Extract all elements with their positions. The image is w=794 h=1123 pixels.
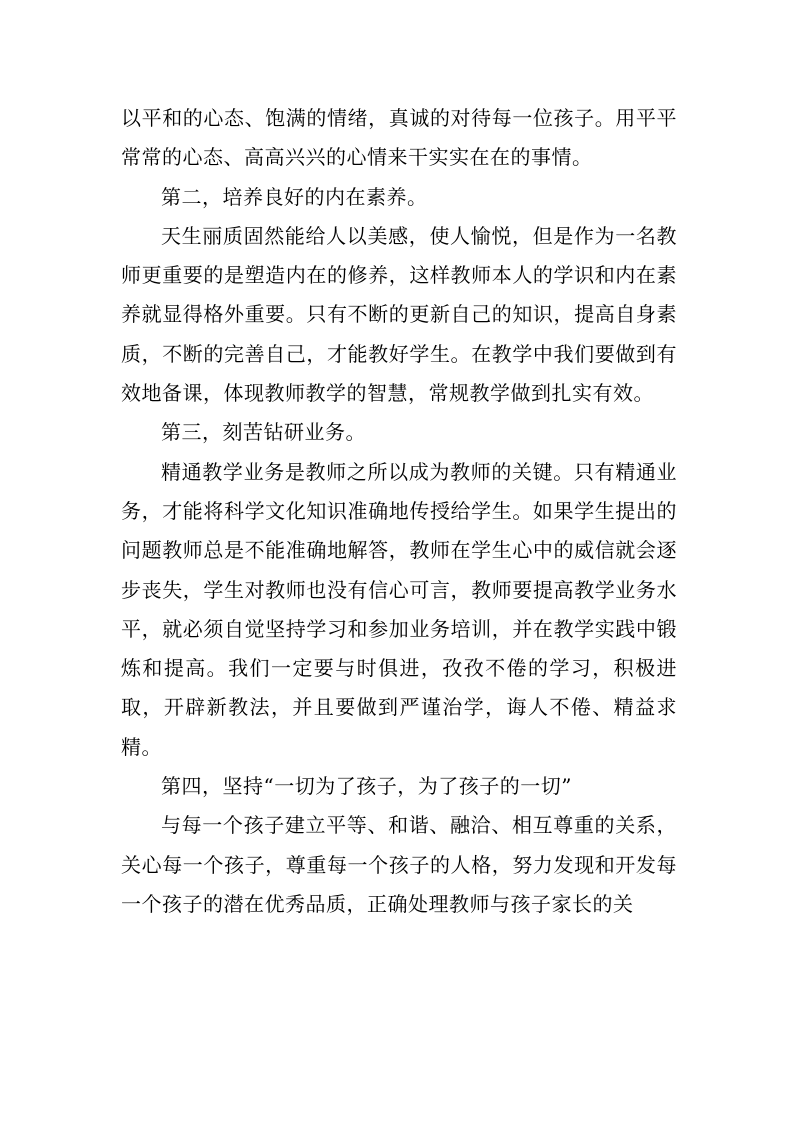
- section-heading: 第三，刻苦钻研业务。: [161, 420, 366, 445]
- section-heading: 第二，培养良好的内在素养。: [161, 184, 428, 209]
- paragraph: 天生丽质固然能给人以美感，使人愉悦，但是作为一名教师更重要的是塑造内在的修养，这样教师本人的学识和内在素养就显得格外重要。只有不断的更新自己的知识，提高自身素质，不断的完善自己，才能教好学生。在教学中我们要做到有效地备课，体现教师教学的智慧，常规教学做到扎实有效。: [121, 223, 677, 406]
- section-heading: 第四，坚持“一切为了孩子，为了孩子的一切”: [161, 774, 572, 799]
- paragraph: 与每一个孩子建立平等、和谐、融洽、相互尊重的关系，关心每一个孩子，尊重每一个孩子的人格，努力发现和开发每一个孩子的潜在优秀品质，正确处理教师与孩子家长的关: [121, 813, 677, 916]
- document-body: [121, 99, 677, 924]
- paragraph: 以平和的心态、饱满的情绪，真诚的对待每一位孩子。用平平常常的心态、高高兴兴的心情来干实实在在的事情。: [121, 106, 677, 170]
- paragraph: 精通教学业务是教师之所以成为教师的关键。只有精通业务，才能将科学文化知识准确地传授给学生。如果学生提出的问题教师总是不能准确地解答，教师在学生心中的威信就会逐步丧失，学生对教师也没有信心可言，教师要提高教学业务水平，就必须自觉坚持学习和参加业务培训，并在教学实践中锻炼和提高。我们一定要与时俱进，孜孜不倦的学习，积极进取，开辟新教法，并且要做到严谨治学，诲人不倦、精益求精。: [121, 459, 677, 759]
